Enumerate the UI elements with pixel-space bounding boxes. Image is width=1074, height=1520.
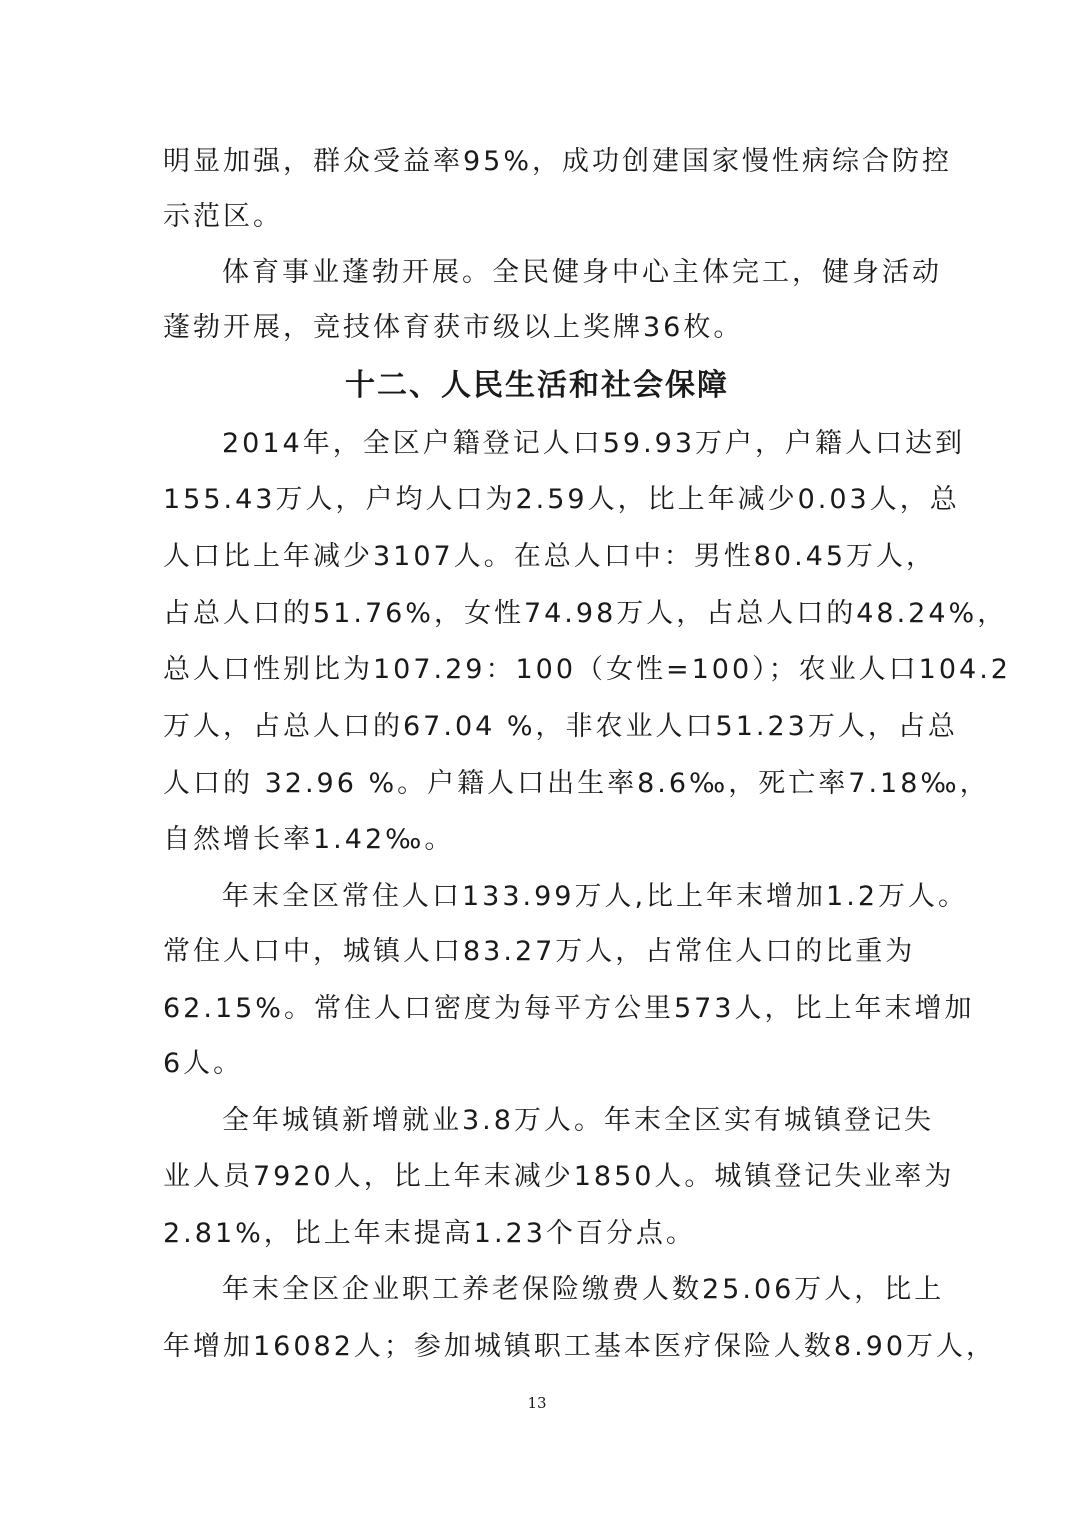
paragraph-line: 2014年，全区户籍登记人口59.93万户，户籍人口达到 <box>222 428 966 459</box>
paragraph-line: 自然增长率1.42‰。 <box>163 824 455 855</box>
paragraph-line: 常住人口中，城镇人口83.27万人，占常住人口的比重为 <box>163 936 916 967</box>
paragraph-line: 明显加强，群众受益率95%，成功创建国家慢性病综合防控 <box>163 146 953 177</box>
paragraph-line: 人口比上年减少3107人。在总人口中：男性80.45万人， <box>163 541 937 572</box>
paragraph-line: 62.15%。常住人口密度为每平方公里573人，比上年末增加 <box>163 993 975 1024</box>
paragraph-line: 业人员7920人，比上年末减少1850人。城镇登记失业率为 <box>163 1161 955 1192</box>
page-number: 13 <box>527 1394 547 1412</box>
section-heading: 十二、人民生活和社会保障 <box>345 368 729 403</box>
paragraph-line: 155.43万人，户均人口为2.59人，比上年减少0.03人，总 <box>163 484 960 515</box>
paragraph-line: 体育事业蓬勃开展。全民健身中心主体完工，健身活动 <box>222 257 942 288</box>
paragraph-line: 蓬勃开展，竞技体育获市级以上奖牌36枚。 <box>163 312 744 343</box>
paragraph-line: 万人，占总人口的67.04 %，非农业人口51.23万人，占总 <box>163 711 958 742</box>
paragraph-line: 总人口性别比为107.29：100（女性=100）；农业人口104.2 <box>163 654 1011 685</box>
paragraph-line: 示范区。 <box>163 201 283 232</box>
paragraph-line: 人口的 32.96 %。户籍人口出生率8.6‰，死亡率7.18‰， <box>163 768 990 799</box>
paragraph-line: 占总人口的51.76%，女性74.98万人，占总人口的48.24%， <box>163 598 1008 629</box>
paragraph-line: 2.81%，比上年末提高1.23个百分点。 <box>163 1218 696 1249</box>
paragraph-line: 年末全区常住人口133.99万人,比上年末增加1.2万人。 <box>222 881 968 912</box>
paragraph-line: 全年城镇新增就业3.8万人。年末全区实有城镇登记失 <box>222 1105 934 1136</box>
paragraph-line: 年增加16082人；参加城镇职工基本医疗保险人数8.90万人， <box>163 1331 997 1362</box>
paragraph-line: 年末全区企业职工养老保险缴费人数25.06万人，比上 <box>222 1274 945 1305</box>
paragraph-line: 6人。 <box>163 1048 244 1079</box>
